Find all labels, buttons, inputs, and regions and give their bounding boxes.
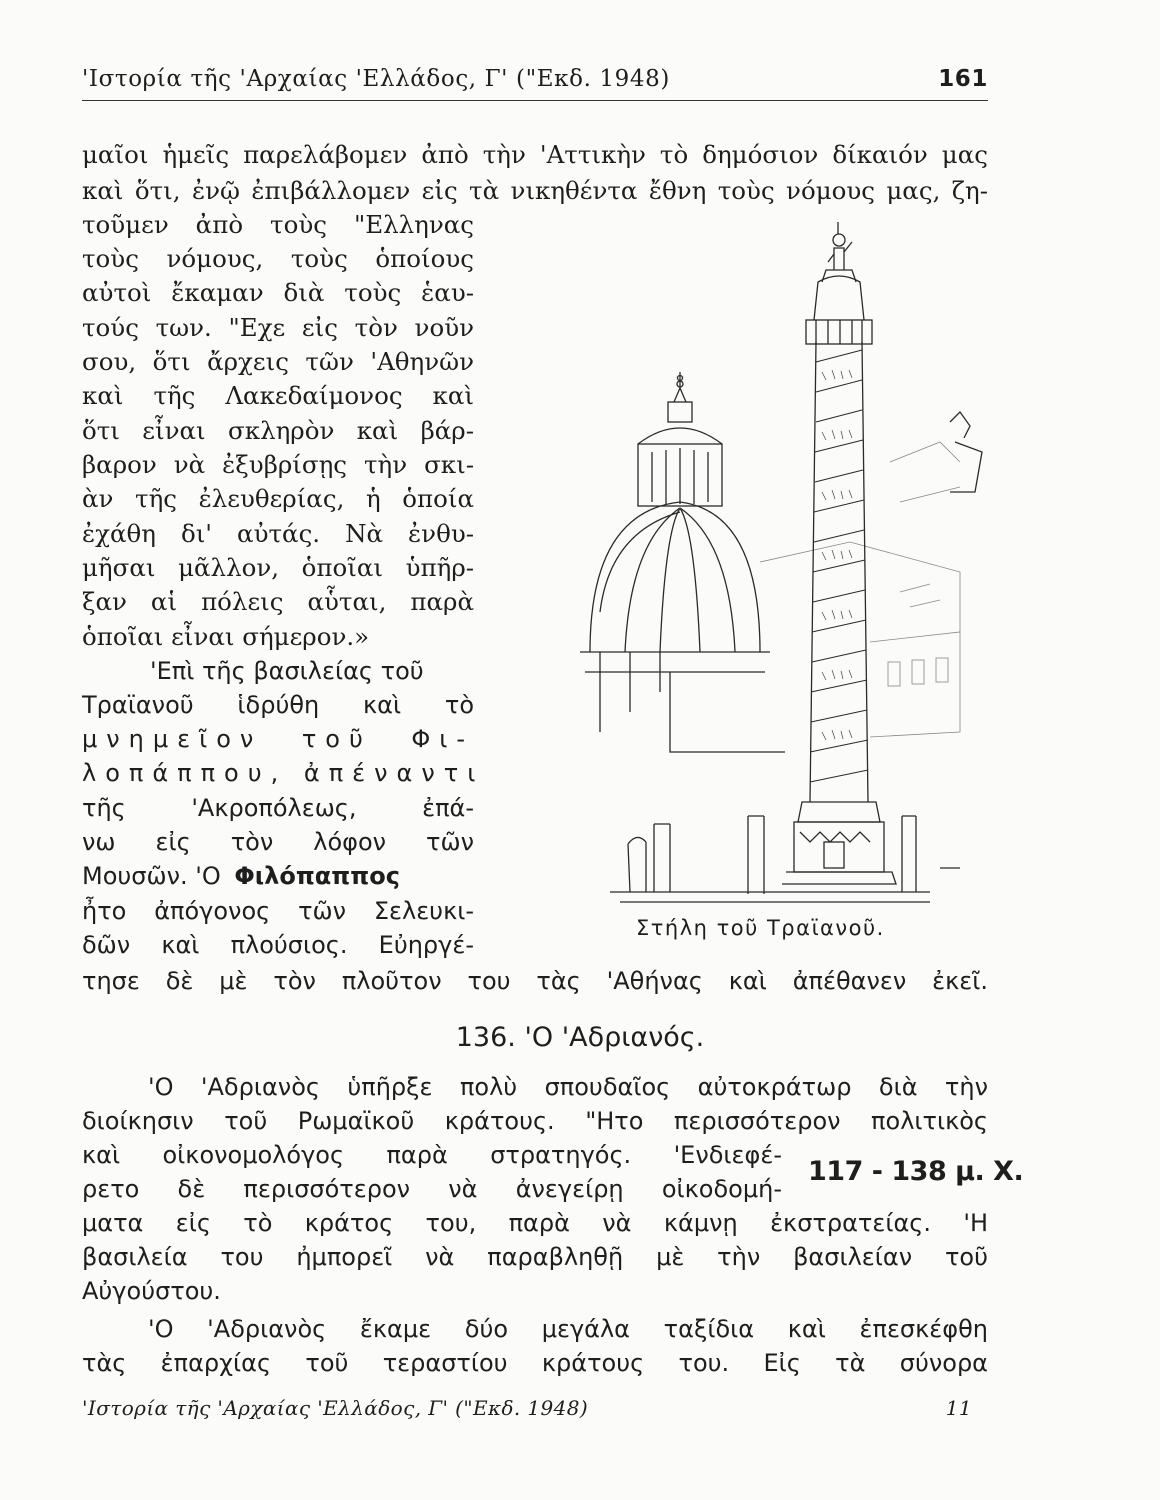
column-line: σου, ὅτι ἄρχεις τῶν 'Αθηνῶν (82, 347, 474, 376)
column-line-text: Μουσῶν. 'Ο (82, 862, 221, 890)
section-heading: 136. 'Ο 'Αδριανός. (455, 1022, 705, 1053)
text-line: ματα εἰς τὸ κράτος του, παρὰ νὰ κάμνῃ ἐκστρατείας. 'Η (82, 1209, 988, 1237)
header-title: 'Ιστορία τῆς 'Αρχαίας 'Ελλάδος, Γ' ("Εκδ. 1948) (82, 66, 670, 92)
column-line: ἦτο ἀπόγονος τῶν Σελευκι- (82, 897, 474, 925)
footer-title: 'Ιστορία τῆς 'Αρχαίας 'Ελλάδος, Γ' ("Εκδ. 1948) (82, 1396, 589, 1420)
column-line: 'Επὶ τῆς βασιλείας τοῦ (150, 657, 424, 685)
text-line: ρετο δὲ περισσότερον νὰ ἀνεγείρῃ οἰκοδομή- (82, 1175, 782, 1203)
text-line: βασιλεία του ἠμπορεῖ νὰ παραβληθῇ μὲ τὴν βασιλείαν τοῦ (82, 1243, 988, 1271)
text-line: τὰς ἐπαρχίας τοῦ τεραστίου κράτους του. Εἰς τὰ σύνορα (82, 1349, 988, 1377)
column-line: τοῦμεν ἀπὸ τοὺς "Ελληνας (82, 210, 474, 239)
column-line: τοὺς νόμους, τοὺς ὁποίους (82, 244, 474, 273)
text-line: 'Ο 'Αδριανὸς ἔκαμε δύο μεγάλα ταξίδια καὶ ἐπεσκέφθη (148, 1315, 988, 1343)
page-footer (82, 1396, 972, 1420)
column-line: μνημεῖον τοῦ Φι- (82, 725, 474, 753)
column-line: αὐτοὶ ἔκαμαν διὰ τοὺς ἑαυ- (82, 278, 474, 307)
text-line: διοίκησιν τοῦ Ρωμαϊκοῦ κράτους. "Ητο περισσότερον πολιτικὸς (82, 1107, 988, 1135)
column-line-philopappos (82, 861, 474, 891)
margin-date: 117 - 138 μ. Χ. (808, 1156, 1024, 1187)
figure-caption: Στήλη τοῦ Τραϊανοῦ. (636, 916, 885, 940)
column-line: τούς των. "Εχε εἰς τὸν νοῦν (82, 313, 474, 342)
column-line: βαρον νὰ ἐξυβρίσῃς τὴν σκι- (82, 450, 474, 479)
text-line: καὶ οἰκονομολόγος παρὰ στρατηγός. 'Ενδιεφέ- (82, 1141, 782, 1169)
trajan-column-illustration (570, 212, 990, 912)
text-line: 'Ο 'Αδριανὸς ὑπῆρξε πολὺ σπουδαῖος αὐτοκράτωρ διὰ τὴν (148, 1073, 988, 1101)
column-line: καὶ τῆς Λακεδαίμονος καὶ (82, 381, 474, 410)
philopappos-name: Φιλόπαππος (234, 862, 400, 890)
text-line: Αὐγούστου. (82, 1277, 221, 1305)
column-line: ὅτι εἶναι σκληρὸν καὶ βάρ- (82, 416, 474, 445)
column-line: ὁποῖαι εἶναι σήμερον.» (82, 622, 370, 651)
column-drawing (570, 212, 990, 912)
text-line: μαῖοι ἡμεῖς παρελάβομεν ἀπὸ τὴν 'Αττικὴν τὸ δημόσιον δίκαιόν μας (82, 140, 988, 169)
column-line: ξαν αἱ πόλεις αὗται, παρὰ (82, 587, 474, 616)
column-line: ἐχάθη δι' αὐτάς. Νὰ ἐνθυ- (82, 519, 474, 548)
header-rule (82, 100, 988, 101)
sheet-number: 11 (945, 1396, 972, 1420)
column-line: μῆσαι μᾶλλον, ὁποῖαι ὑπῆρ- (82, 553, 474, 582)
running-header (82, 66, 988, 98)
column-line: ὰν τῆς ἐλευθερίας, ἡ ὁποία (82, 484, 474, 513)
text-line: τησε δὲ μὲ τὸν πλοῦτον του τὰς 'Αθήνας καὶ ἀπέθανεν ἐκεῖ. (82, 967, 988, 995)
page-number: 161 (938, 66, 988, 92)
column-line: δῶν καὶ πλούσιος. Εὐηργέ- (82, 931, 474, 959)
column-line: τῆς 'Ακροπόλεως, ἐπά- (82, 794, 474, 822)
column-line: Τραϊανοῦ ἱδρύθη καὶ τὸ (82, 691, 474, 719)
text-line: καὶ ὅτι, ἐνῷ ἐπιβάλλομεν εἰς τὰ νικηθέντα ἔθνη τοὺς νόμους μας, ζη- (82, 176, 988, 205)
column-line: νω εἰς τὸν λόφον τῶν (82, 828, 474, 856)
column-line: λοπάππου, ἀπέναντι (82, 759, 485, 787)
